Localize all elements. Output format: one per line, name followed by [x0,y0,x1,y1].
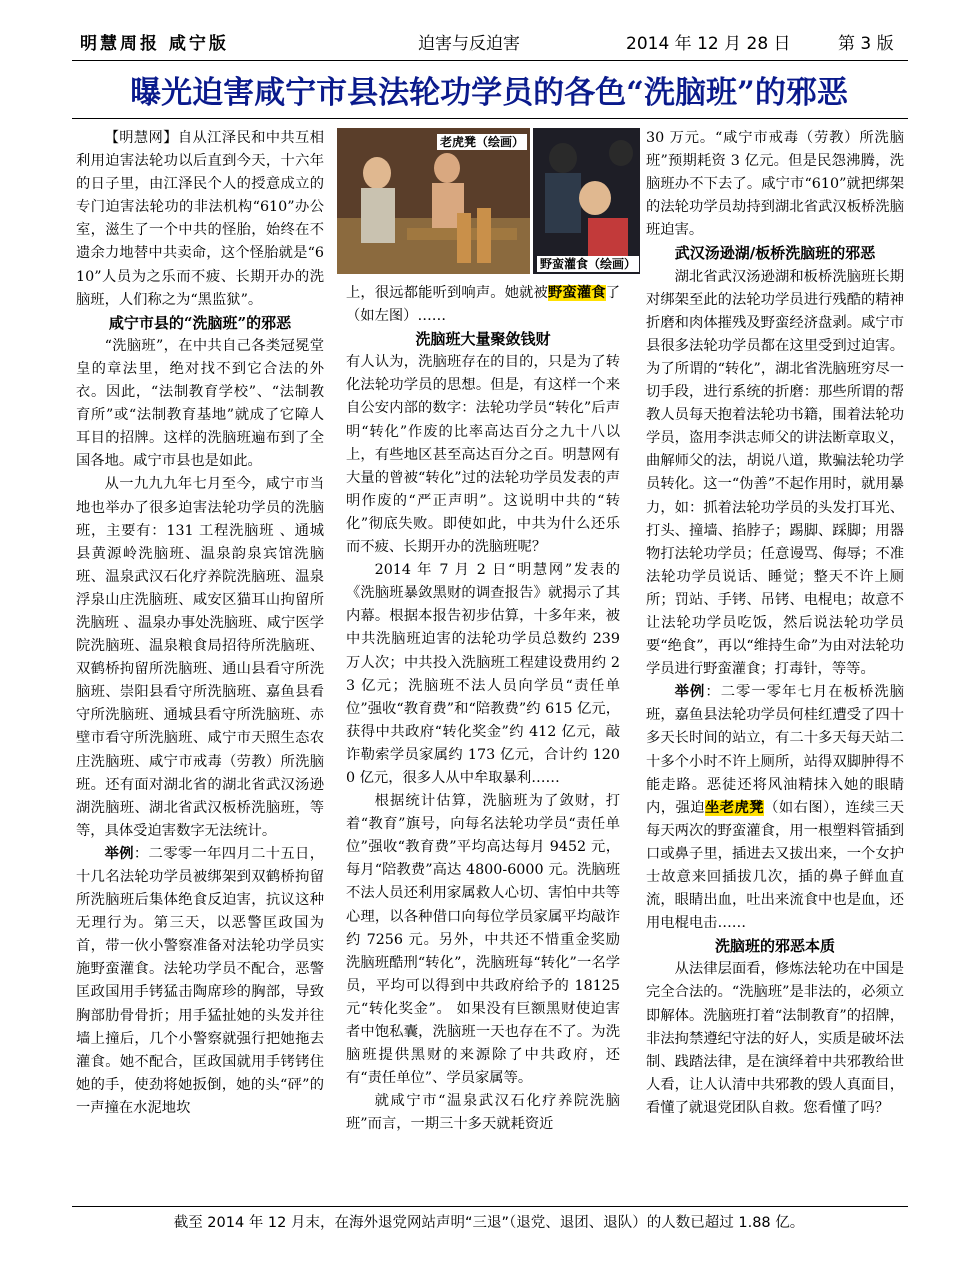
paragraph-text: （如右图），连续三天每天两次的野蛮灌食，用一根塑料管插到口或鼻子里，插进去又拔出来，一个女护士故意来回插拔几次，插的鼻子鲜血直流，眼睛出血，吐出来流食中也是血，还用电棍电击…… [646,799,905,932]
paragraph [346,282,620,328]
section-name: 迫害与反迫害 [418,34,520,54]
footer-notice: 截至 2014 年 12 月末，在海外退党网站声明“三退”（退党、退团、退队）的人数已超过 1.88 亿。 [173,1215,805,1231]
subheading: 洗脑班大量聚敛钱财 [415,330,551,349]
tiger-bench-painting [337,128,530,274]
paragraph: 湖北省武汉汤逊湖和板桥洗脑班长期对绑架至此的法轮功学员进行残酷的精神折磨和肉体摧残及野蛮经济盘剥。咸宁市县很多法轮功学员都在这里受到过迫害。为了所谓的“转化”，湖北省洗脑班穷尽一切手段，进行系统的折磨：那些所谓的帮教人员每天抱着法轮功书籍，围着法轮功学员，盗用李洪志师父的讲法断章取义，曲解师父的法，胡说八道，欺骗法轮功学员转化。这一“伪善”不起作用时，就用暴力，如：抓着法轮功学员的头发打耳光、打头、撞墙、掐脖子；踢脚、踩脚；用器物打法轮功学员；任意谩骂、侮辱；不准法轮功学员说话、睡觉；整天不许上厕所；罚站、手铐、吊铐、电棍电；故意不让法轮功学员吃饭，然后说法轮功学员要“绝食”，再以“维持生命”为由对法轮功学员进行野蛮灌食；打毒针，等等。 [646,268,904,678]
subheading: 洗脑班的邪恶本质 [714,937,835,956]
paragraph: 30 万元。“咸宁市戒毒（劳教）所洗脑班”预期耗资 3 亿元。但是民怨沸腾，洗脑班办不下去了。咸宁市“610”就把绑架的法轮功学员劫持到湖北省武汉板桥洗脑班迫害。 [646,130,904,239]
force-feeding-illustration [533,128,640,274]
article-title: 曝光迫害咸宁市县法轮功学员的各色“洗脑班”的邪恶 [130,75,848,111]
title-rule [72,118,908,119]
paragraph-text: ：二零零一年四月二十五日，十几名法轮功学员被绑架到双鹤桥拘留所洗脑班后集体绝食反迫害，抗议这种无理行为。第三天，以恶警匡政国为首，带一伙小警察准备对法轮功学员实施野蛮灌食。法轮功学员不配合，恶警匡政国用手铐猛击陶席珍的胸部，导致胸部肋骨骨折；用手猛扯她的头发并往墙上撞后，几个小警察就强行把她拖去灌食。她不配合，匡政国就用手铐铐住她的手，使劲将她扳倒，她的头“砰”的一声撞在水泥地坎 [76,845,325,1116]
paragraph: 根据统计估算，洗脑班为了敛财，打着“教育”旗号，向每名法轮功学员“责任单位”强收“教育费”平均高达每月 9452 元，每月“陪教费”高达 4800-6000 元。洗脑班不法人员还利用家属救人心切、害怕中共等心理，以各种借口向每位学员家属平均敲诈约 7256 元。另外，中共还不惜重金奖励洗脑班酷刑“转化”，洗脑班每“转化”一名学员，平均可以得到中共政府给予的 18125 元“转化奖金”。 如果没有巨额黑财使迫害者中饱私囊，洗脑班一天也存在不了。为洗脑班提供黑财的来源除了中共政府，还有“责任单位”、学员家属等。 [346,793,620,1087]
highlighted-term: 坐老虎凳 [705,799,765,816]
column-2 [346,282,620,1136]
figure-caption: 老虎凳（绘画） [437,134,527,150]
paragraph: 就咸宁市“温泉武汉石化疗养院洗脑班”而言，一期三十多天就耗资近 [346,1093,620,1133]
page-header [0,32,978,58]
page-number: 第 3 版 [838,34,894,54]
footer-rule [72,1206,908,1207]
paragraph: “洗脑班”，在中共自己各类冠冕堂皇的章法里，绝对找不到它合法的外衣。因此，“法制教育学校”、“法制教育所”或“法制教育基地”就成了它障人耳目的招牌。这样的洗脑班遍布到了全国各地。咸宁市县也是如此。 [76,337,324,470]
paragraph: 有人认为，洗脑班存在的目的，只是为了转化法轮功学员的思想。但是，有这样一个来自公安内部的数字：法轮功学员“转化”后声明“转化”作废的比率高达百分之九十八以上，有些地区甚至高达百分之百。明慧网有大量的曾被“转化”过的法轮功学员发表的声明作废的“严正声明”。这说明中共的“转化”彻底失败。即使如此，中共为什么还乐而不疲、长期开办的洗脑班呢？ [346,354,620,556]
paragraph-text: 上，很远都能听到响声。她就被 [346,285,548,301]
column-3 [646,127,904,1120]
paragraph [76,843,324,1120]
paper-name: 明慧周报 咸宁版 [80,34,229,54]
figure-caption: 野蛮灌食（绘画） [537,256,639,272]
subheading: 武汉汤逊湖/板桥洗脑班的邪恶 [674,244,876,263]
paragraph: 【明慧网】自从江泽民和中共互相利用迫害法轮功以后直到今天，十六年的日子里，由江泽民个人的授意成立的专门迫害法轮功的非法机构“610”办公室，滋生了一个中共的怪胎，始终在不遗余力地替中共卖命，这个怪胎就是“610”人员为之乐而不疲、长期开办的洗脑班，人们称之为“黑监狱”。 [76,130,324,308]
paragraph: 2014 年 7 月 2 日“明慧网”发表的《洗脑班暴敛黑财的调查报告》就揭示了其内幕。根据本报告初步估算，十多年来，被中共洗脑班迫害的法轮功学员总数约 239 万人次；中共投入洗脑班工程建设费用约 23 亿元；洗脑班不法人员向学员“责任单位”强收“教育费”和“陪教费”约 615 亿元，获得中共政府“转化奖金”约 412 亿元，敲诈勒索学员家属约 173 亿元，合计约 1200 亿元，很多人从中牟取暴利…… [346,562,620,786]
example-label: 举例 [674,684,706,701]
paragraph: 从一九九九年七月至今，咸宁市当地也举办了很多迫害法轮功学员的洗脑班，主要有：131 工程洗脑班 、通城县黄源岭洗脑班、温泉韵泉宾馆洗脑班、温泉武汉石化疗养院洗脑班、温泉浮泉山庄洗脑班、咸安区猫耳山拘留所洗脑班 、温泉办事处洗脑班、咸宁医学院洗脑班、温泉粮食局招待所洗脑班、双鹤桥拘留所洗脑班、通山县看守所洗脑班、崇阳县看守所洗脑班、嘉鱼县看守所洗脑班、通城县看守所洗脑班、赤壁市看守所洗脑班、咸宁市天照生态农庄洗脑班、咸宁市戒毒（劳教）所洗脑班。还有面对湖北省的湖北省武汉汤逊湖洗脑班、湖北省武汉板桥洗脑班，等等，具体受迫害数字无法统计。 [76,476,324,839]
paragraph [646,681,904,935]
force-feeding-painting [533,128,640,274]
issue-date: 2014 年 12 月 28 日 [626,34,791,54]
paragraph: 从法律层面看，修炼法轮功在中国是完全合法的。“洗脑班”是非法的，必须立即解体。洗脑班打着“法制教育”的招牌，非法拘禁遵纪守法的好人，实质是破坏法制、践踏法律，是在演绎着中共邪教给世人看，让人认清中共邪教的毁人真面目，看懂了就退党团队自救。您看懂了吗？ [646,961,904,1116]
example-label: 举例 [104,845,134,862]
paragraph-text: 了（如左图）…… [346,285,621,325]
subheading: 咸宁市县的“洗脑班”的邪恶 [108,313,292,332]
header-rule [72,60,908,61]
highlighted-term: 野蛮灌食 [548,285,606,301]
column-1 [76,127,324,1120]
paragraph-text: ：二零一零年七月在板桥洗脑班，嘉鱼县法轮功学员何桂红遭受了四十多天长时间的站立，有二十多天每天站二十多个小时不许上厕所，站得双脚肿得不能走路。恶徒还将风油精抹入她的眼睛内，强迫 [646,684,905,816]
